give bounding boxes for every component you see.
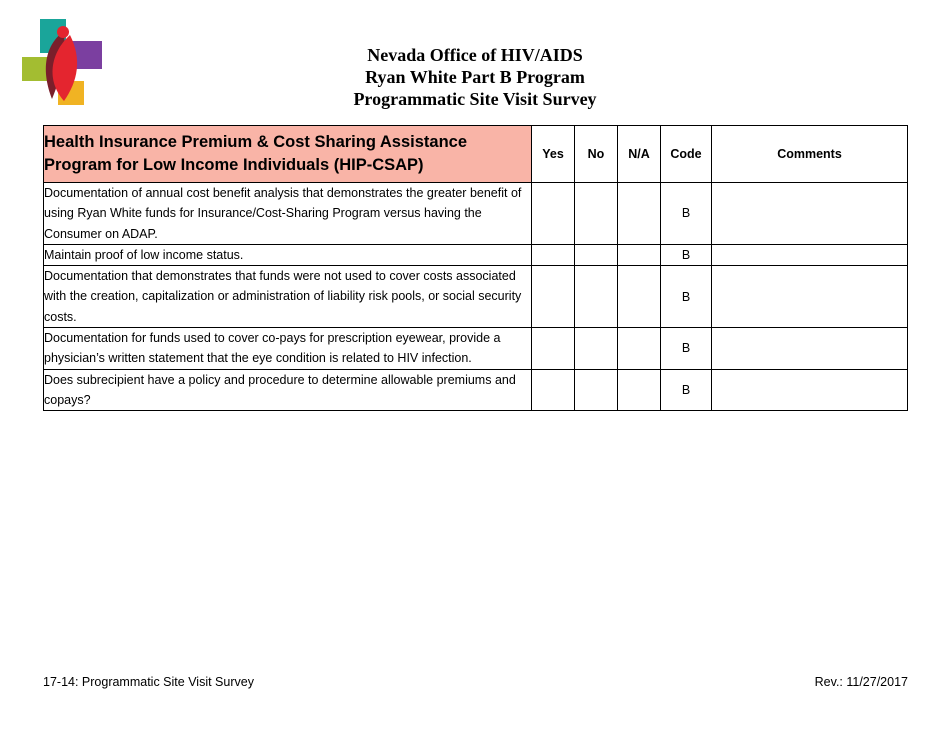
footer-revision: Rev.: 11/27/2017: [814, 675, 908, 689]
comments-cell[interactable]: [712, 328, 908, 370]
section-title: Health Insurance Premium & Cost Sharing Assistance Program for Low Income Individuals (HIP-CSAP): [44, 126, 532, 183]
no-cell[interactable]: [575, 183, 618, 245]
na-cell[interactable]: [618, 244, 661, 265]
requirement-text: Does subrecipient have a policy and procedure to determine allowable premiums and copays?: [44, 369, 532, 411]
no-cell[interactable]: [575, 244, 618, 265]
yes-cell[interactable]: [532, 328, 575, 370]
nevada-hiv-logo-icon: [20, 19, 104, 107]
document-header: [300, 44, 650, 110]
yes-cell[interactable]: [532, 369, 575, 411]
code-cell: B: [661, 328, 712, 370]
comments-cell[interactable]: [712, 183, 908, 245]
yes-cell[interactable]: [532, 266, 575, 328]
na-cell[interactable]: [618, 328, 661, 370]
yes-cell[interactable]: [532, 183, 575, 245]
header-program: Ryan White Part B Program: [365, 67, 585, 87]
requirement-text: Documentation for funds used to cover co-pays for prescription eyewear, provide a physician’s written statement that the eye condition is related to HIV infection.: [44, 328, 532, 370]
header-survey-title: Programmatic Site Visit Survey: [353, 89, 597, 109]
table-row: [44, 266, 908, 328]
comments-cell[interactable]: [712, 266, 908, 328]
requirement-text: Documentation of annual cost benefit analysis that demonstrates the greater benefit of using Ryan White funds for Insurance/Cost-Sharing Program versus having the Consumer on ADAP.: [44, 183, 532, 245]
column-na: N/A: [618, 126, 661, 183]
no-cell[interactable]: [575, 328, 618, 370]
header-organization: Nevada Office of HIV/AIDS: [367, 45, 583, 65]
requirement-text: Maintain proof of low income status.: [44, 244, 532, 265]
survey-table: [43, 125, 908, 411]
code-cell: B: [661, 369, 712, 411]
code-cell: B: [661, 244, 712, 265]
table-row: [44, 369, 908, 411]
no-cell[interactable]: [575, 266, 618, 328]
requirement-text: Documentation that demonstrates that funds were not used to cover costs associated with the creation, capitalization or administration of liability risk pools, or social security costs.: [44, 266, 532, 328]
na-cell[interactable]: [618, 266, 661, 328]
footer-form-id: 17-14: Programmatic Site Visit Survey: [43, 675, 254, 689]
yes-cell[interactable]: [532, 244, 575, 265]
comments-cell[interactable]: [712, 369, 908, 411]
column-comments: Comments: [712, 126, 908, 183]
na-cell[interactable]: [618, 369, 661, 411]
code-cell: B: [661, 266, 712, 328]
table-row: [44, 244, 908, 265]
table-row: [44, 183, 908, 245]
no-cell[interactable]: [575, 369, 618, 411]
comments-cell[interactable]: [712, 244, 908, 265]
column-yes: Yes: [532, 126, 575, 183]
column-no: No: [575, 126, 618, 183]
column-code: Code: [661, 126, 712, 183]
na-cell[interactable]: [618, 183, 661, 245]
table-header-row: [44, 126, 908, 183]
code-cell: B: [661, 183, 712, 245]
table-row: [44, 328, 908, 370]
